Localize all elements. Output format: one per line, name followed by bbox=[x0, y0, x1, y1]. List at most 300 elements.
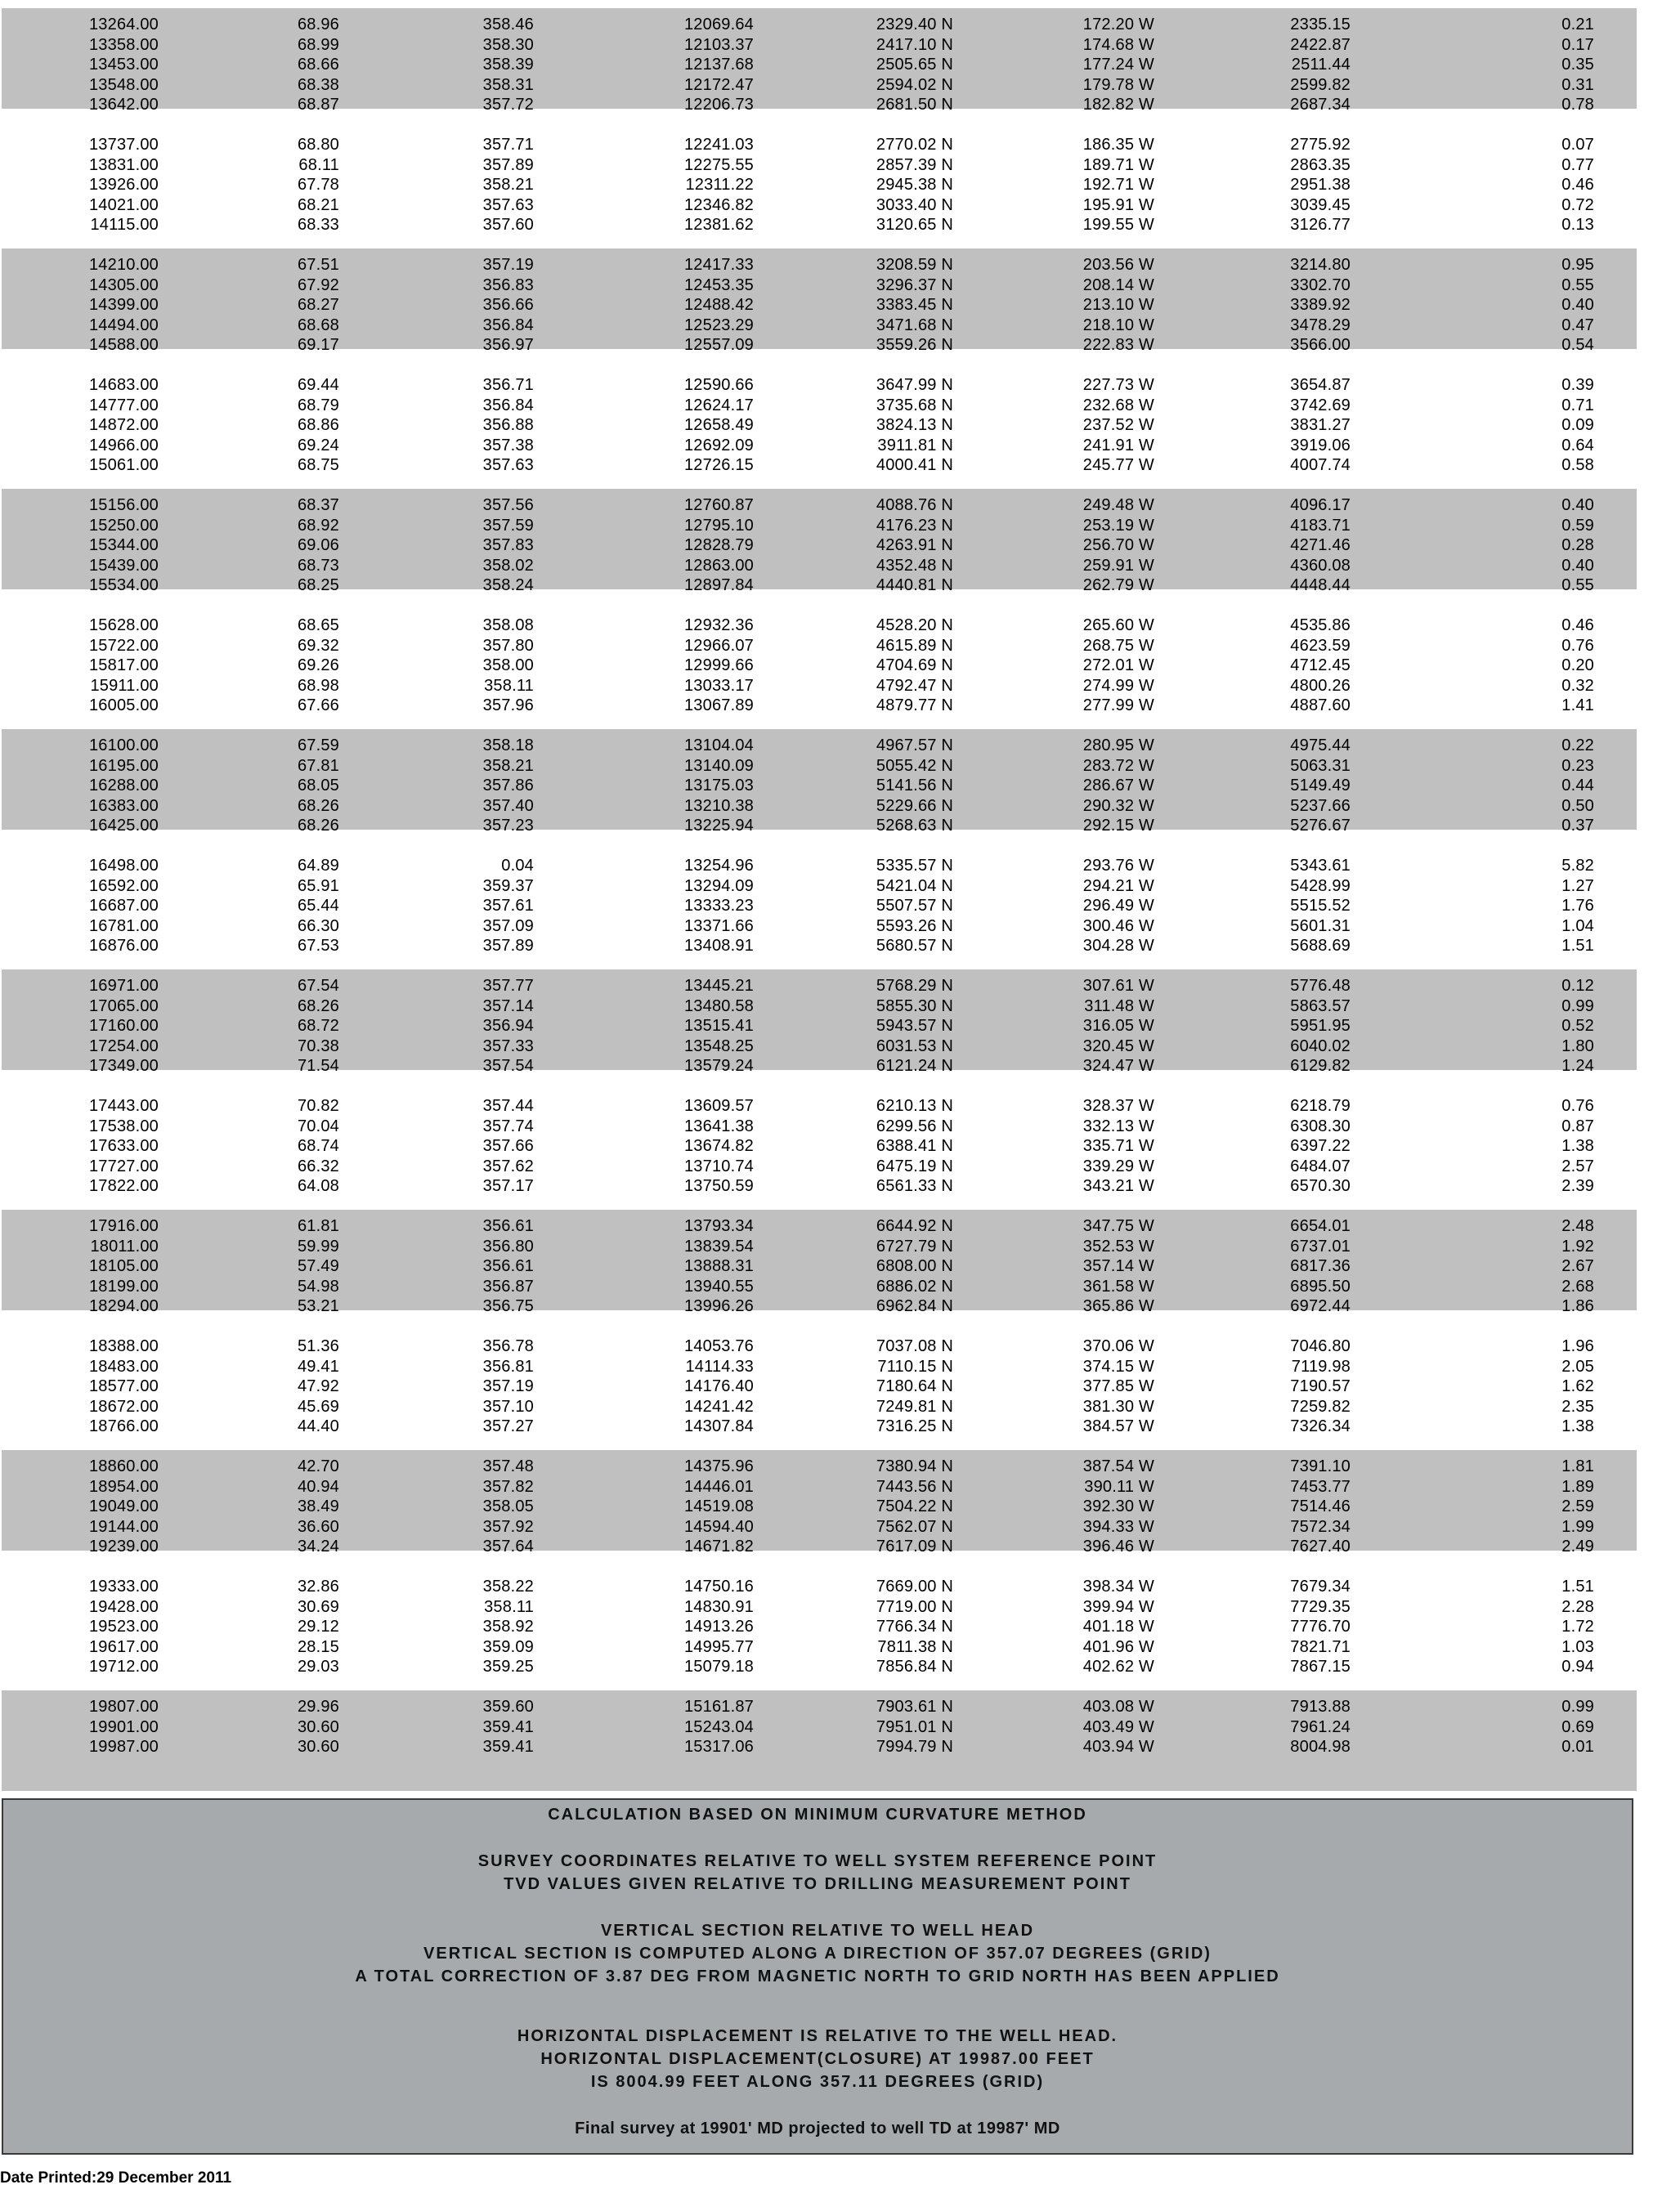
vertical-section-cell: 4623.59 bbox=[1290, 636, 1351, 655]
measured-depth-cell: 13926.00 bbox=[88, 176, 159, 195]
easting-cell: 294.21 W bbox=[1082, 876, 1154, 895]
northing-cell: 7380.94 N bbox=[876, 1457, 953, 1475]
northing-cell: 4704.69 N bbox=[876, 656, 953, 675]
vertical-section-cell: 4448.44 bbox=[1290, 576, 1351, 595]
dogleg-severity-cell: 0.64 bbox=[1561, 436, 1594, 454]
azimuth-cell: 359.25 bbox=[482, 1658, 534, 1676]
azimuth-cell: 359.60 bbox=[482, 1698, 534, 1716]
survey-row bbox=[2, 976, 1637, 996]
dogleg-severity-cell: 0.12 bbox=[1561, 977, 1594, 995]
survey-row bbox=[2, 1117, 1637, 1137]
easting-cell: 237.52 W bbox=[1082, 416, 1154, 435]
azimuth-cell: 357.10 bbox=[482, 1397, 534, 1416]
northing-cell: 4792.47 N bbox=[876, 676, 953, 695]
azimuth-cell: 359.41 bbox=[482, 1717, 534, 1736]
northing-cell: 6388.41 N bbox=[876, 1137, 953, 1156]
northing-cell: 6644.92 N bbox=[876, 1217, 953, 1235]
survey-row bbox=[2, 876, 1637, 897]
dogleg-severity-cell: 0.99 bbox=[1561, 996, 1594, 1015]
survey-row bbox=[2, 1176, 1637, 1197]
vertical-section-cell: 7453.77 bbox=[1290, 1477, 1351, 1496]
vertical-section-cell: 3389.92 bbox=[1290, 296, 1351, 315]
vertical-section-cell: 2511.44 bbox=[1291, 56, 1351, 74]
measured-depth-cell: 17160.00 bbox=[88, 1017, 159, 1036]
survey-row bbox=[2, 1577, 1637, 1597]
easting-cell: 399.94 W bbox=[1082, 1597, 1154, 1616]
azimuth-cell: 358.00 bbox=[482, 656, 534, 675]
tvd-cell: 12103.37 bbox=[683, 35, 754, 54]
northing-cell: 3383.45 N bbox=[876, 296, 953, 315]
measured-depth-cell: 19523.00 bbox=[88, 1618, 159, 1636]
easting-cell: 203.56 W bbox=[1082, 256, 1154, 274]
northing-cell: 7443.56 N bbox=[876, 1477, 953, 1496]
easting-cell: 343.21 W bbox=[1082, 1177, 1154, 1196]
measured-depth-cell: 14305.00 bbox=[88, 275, 159, 294]
dogleg-severity-cell: 0.59 bbox=[1561, 516, 1594, 535]
northing-cell: 5229.66 N bbox=[876, 796, 953, 815]
survey-row bbox=[2, 696, 1637, 716]
azimuth-cell: 356.78 bbox=[482, 1337, 534, 1355]
northing-cell: 4176.23 N bbox=[876, 516, 953, 535]
tvd-cell: 13641.38 bbox=[683, 1117, 754, 1135]
measured-depth-cell: 18672.00 bbox=[88, 1397, 159, 1416]
tvd-cell: 12828.79 bbox=[683, 536, 754, 555]
azimuth-cell: 356.97 bbox=[482, 336, 534, 355]
easting-cell: 307.61 W bbox=[1082, 977, 1154, 995]
survey-row bbox=[2, 556, 1637, 576]
easting-cell: 286.67 W bbox=[1082, 777, 1154, 795]
survey-row bbox=[2, 756, 1637, 777]
dogleg-severity-cell: 0.69 bbox=[1561, 1717, 1594, 1736]
vertical-section-cell: 6570.30 bbox=[1290, 1177, 1351, 1196]
survey-row bbox=[2, 1597, 1637, 1618]
tvd-cell: 13210.38 bbox=[683, 796, 754, 815]
survey-group bbox=[2, 1570, 1637, 1676]
dogleg-severity-cell: 0.40 bbox=[1561, 496, 1594, 514]
tvd-cell: 13839.54 bbox=[683, 1237, 754, 1256]
dogleg-severity-cell: 2.39 bbox=[1561, 1177, 1594, 1196]
survey-row bbox=[2, 776, 1637, 796]
vertical-section-cell: 6040.02 bbox=[1290, 1036, 1351, 1055]
northing-cell: 3824.13 N bbox=[876, 416, 953, 435]
vertical-section-cell: 7572.34 bbox=[1290, 1517, 1351, 1536]
measured-depth-cell: 17349.00 bbox=[88, 1057, 159, 1076]
vertical-section-cell: 3039.45 bbox=[1290, 195, 1351, 214]
vertical-section-cell: 6654.01 bbox=[1290, 1217, 1351, 1235]
easting-cell: 192.71 W bbox=[1082, 176, 1154, 195]
inclination-cell: 68.25 bbox=[297, 576, 339, 595]
survey-row bbox=[2, 736, 1637, 756]
survey-row bbox=[2, 535, 1637, 556]
inclination-cell: 67.59 bbox=[297, 736, 339, 754]
azimuth-cell: 359.37 bbox=[482, 876, 534, 895]
azimuth-cell: 357.19 bbox=[482, 256, 534, 274]
vertical-section-cell: 5276.67 bbox=[1290, 817, 1351, 835]
measured-depth-cell: 15628.00 bbox=[88, 616, 159, 634]
measured-depth-cell: 15061.00 bbox=[88, 456, 159, 475]
vertical-section-cell: 2863.35 bbox=[1290, 155, 1351, 174]
azimuth-cell: 357.96 bbox=[482, 696, 534, 715]
vertical-section-cell: 7119.98 bbox=[1291, 1357, 1351, 1376]
dogleg-severity-cell: 1.62 bbox=[1561, 1377, 1594, 1396]
easting-cell: 324.47 W bbox=[1082, 1057, 1154, 1076]
northing-cell: 7811.38 N bbox=[877, 1637, 953, 1656]
easting-cell: 392.30 W bbox=[1082, 1497, 1154, 1516]
survey-row bbox=[2, 1617, 1637, 1637]
measured-depth-cell: 17443.00 bbox=[88, 1097, 159, 1115]
note-tvd: TVD VALUES GIVEN RELATIVE TO DRILLING MEASUREMENT POINT bbox=[504, 1875, 1131, 1893]
tvd-cell: 14307.84 bbox=[683, 1417, 754, 1436]
azimuth-cell: 358.18 bbox=[482, 736, 534, 754]
survey-row bbox=[2, 1697, 1637, 1717]
inclination-cell: 36.60 bbox=[297, 1517, 339, 1536]
measured-depth-cell: 14021.00 bbox=[88, 195, 159, 214]
measured-depth-cell: 19807.00 bbox=[88, 1698, 159, 1716]
azimuth-cell: 0.04 bbox=[501, 857, 534, 875]
measured-depth-cell: 17727.00 bbox=[88, 1157, 159, 1175]
measured-depth-cell: 15911.00 bbox=[90, 676, 159, 695]
easting-cell: 352.53 W bbox=[1082, 1237, 1154, 1256]
survey-row bbox=[2, 35, 1637, 56]
northing-cell: 3120.65 N bbox=[876, 216, 953, 235]
tvd-cell: 12863.00 bbox=[683, 556, 754, 575]
note-horizontal-displacement-closure: HORIZONTAL DISPLACEMENT(CLOSURE) AT 19987.00 FEET bbox=[540, 2050, 1095, 2068]
azimuth-cell: 356.83 bbox=[482, 275, 534, 294]
tvd-cell: 13033.17 bbox=[683, 676, 754, 695]
measured-depth-cell: 16592.00 bbox=[88, 876, 159, 895]
measured-depth-cell: 14210.00 bbox=[88, 256, 159, 274]
dogleg-severity-cell: 0.94 bbox=[1561, 1658, 1594, 1676]
tvd-cell: 14995.77 bbox=[683, 1637, 754, 1656]
azimuth-cell: 357.77 bbox=[482, 977, 534, 995]
azimuth-cell: 357.60 bbox=[482, 216, 534, 235]
survey-row bbox=[2, 1056, 1637, 1077]
azimuth-cell: 357.54 bbox=[482, 1057, 534, 1076]
inclination-cell: 38.49 bbox=[297, 1497, 339, 1516]
inclination-cell: 49.41 bbox=[297, 1357, 339, 1376]
inclination-cell: 68.66 bbox=[297, 56, 339, 74]
easting-cell: 381.30 W bbox=[1082, 1397, 1154, 1416]
vertical-section-cell: 2775.92 bbox=[1290, 136, 1351, 154]
measured-depth-cell: 17065.00 bbox=[88, 996, 159, 1015]
vertical-section-cell: 4535.86 bbox=[1290, 616, 1351, 634]
inclination-cell: 68.33 bbox=[297, 216, 339, 235]
inclination-cell: 69.44 bbox=[297, 376, 339, 394]
survey-row bbox=[2, 656, 1637, 676]
easting-cell: 402.62 W bbox=[1082, 1658, 1154, 1676]
azimuth-cell: 357.72 bbox=[482, 96, 534, 114]
vertical-section-cell: 4007.74 bbox=[1290, 456, 1351, 475]
easting-cell: 328.37 W bbox=[1082, 1097, 1154, 1115]
survey-row bbox=[2, 1296, 1637, 1317]
northing-cell: 3559.26 N bbox=[876, 336, 953, 355]
inclination-cell: 68.99 bbox=[297, 35, 339, 54]
inclination-cell: 65.44 bbox=[297, 897, 339, 915]
easting-cell: 320.45 W bbox=[1082, 1036, 1154, 1055]
northing-cell: 4088.76 N bbox=[876, 496, 953, 514]
survey-row bbox=[2, 1717, 1637, 1738]
measured-depth-cell: 15344.00 bbox=[88, 536, 159, 555]
northing-cell: 3471.68 N bbox=[876, 316, 953, 334]
tvd-cell: 13750.59 bbox=[683, 1177, 754, 1196]
northing-cell: 7951.01 N bbox=[876, 1717, 953, 1736]
survey-row bbox=[2, 1637, 1637, 1658]
measured-depth-cell: 17254.00 bbox=[88, 1036, 159, 1055]
azimuth-cell: 357.63 bbox=[482, 195, 534, 214]
easting-cell: 394.33 W bbox=[1082, 1517, 1154, 1536]
measured-depth-cell: 14683.00 bbox=[88, 376, 159, 394]
measured-depth-cell: 13737.00 bbox=[88, 136, 159, 154]
vertical-section-cell: 7326.34 bbox=[1290, 1417, 1351, 1436]
inclination-cell: 69.26 bbox=[297, 656, 339, 675]
easting-cell: 174.68 W bbox=[1082, 35, 1154, 54]
inclination-cell: 68.65 bbox=[297, 616, 339, 634]
northing-cell: 2505.65 N bbox=[876, 56, 953, 74]
azimuth-cell: 356.88 bbox=[482, 416, 534, 435]
easting-cell: 374.15 W bbox=[1082, 1357, 1154, 1376]
dogleg-severity-cell: 0.55 bbox=[1561, 576, 1594, 595]
inclination-cell: 67.51 bbox=[297, 256, 339, 274]
tvd-cell: 12692.09 bbox=[683, 436, 754, 454]
inclination-cell: 67.54 bbox=[297, 977, 339, 995]
measured-depth-cell: 18011.00 bbox=[90, 1237, 159, 1256]
azimuth-cell: 357.61 bbox=[482, 897, 534, 915]
northing-cell: 5507.57 N bbox=[876, 897, 953, 915]
azimuth-cell: 357.62 bbox=[482, 1157, 534, 1175]
inclination-cell: 32.86 bbox=[297, 1578, 339, 1596]
survey-row bbox=[2, 916, 1637, 937]
easting-cell: 186.35 W bbox=[1082, 136, 1154, 154]
vertical-section-cell: 2599.82 bbox=[1290, 75, 1351, 94]
azimuth-cell: 356.61 bbox=[482, 1217, 534, 1235]
vertical-section-cell: 2335.15 bbox=[1290, 16, 1351, 34]
vertical-section-cell: 7961.24 bbox=[1290, 1717, 1351, 1736]
survey-group bbox=[2, 609, 1637, 715]
survey-row bbox=[2, 1036, 1637, 1057]
survey-row bbox=[2, 15, 1637, 35]
vertical-section-cell: 3126.77 bbox=[1290, 216, 1351, 235]
azimuth-cell: 357.92 bbox=[482, 1517, 534, 1536]
measured-depth-cell: 14872.00 bbox=[88, 416, 159, 435]
tvd-cell: 15243.04 bbox=[683, 1717, 754, 1736]
tvd-cell: 14176.40 bbox=[683, 1377, 754, 1396]
survey-row bbox=[2, 796, 1637, 817]
inclination-cell: 70.38 bbox=[297, 1036, 339, 1055]
northing-cell: 7994.79 N bbox=[876, 1738, 953, 1757]
northing-cell: 4440.81 N bbox=[876, 576, 953, 595]
survey-row bbox=[2, 936, 1637, 956]
tvd-cell: 14594.40 bbox=[683, 1517, 754, 1536]
survey-group bbox=[2, 248, 1637, 355]
calculation-notes-box bbox=[2, 1798, 1633, 2155]
azimuth-cell: 356.94 bbox=[482, 1017, 534, 1036]
azimuth-cell: 357.33 bbox=[482, 1036, 534, 1055]
dogleg-severity-cell: 0.72 bbox=[1561, 195, 1594, 214]
northing-cell: 7617.09 N bbox=[876, 1538, 953, 1556]
easting-cell: 335.71 W bbox=[1082, 1137, 1154, 1156]
azimuth-cell: 357.71 bbox=[482, 136, 534, 154]
survey-row bbox=[2, 1237, 1637, 1257]
vertical-section-cell: 3919.06 bbox=[1290, 436, 1351, 454]
survey-table bbox=[0, 8, 1680, 1811]
tvd-cell: 12658.49 bbox=[683, 416, 754, 435]
measured-depth-cell: 14399.00 bbox=[88, 296, 159, 315]
northing-cell: 5421.04 N bbox=[876, 876, 953, 895]
vertical-section-cell: 7679.34 bbox=[1290, 1578, 1351, 1596]
measured-depth-cell: 19239.00 bbox=[88, 1538, 159, 1556]
tvd-cell: 12966.07 bbox=[683, 636, 754, 655]
inclination-cell: 67.81 bbox=[297, 756, 339, 775]
tvd-cell: 13888.31 bbox=[683, 1257, 754, 1276]
tvd-cell: 13294.09 bbox=[683, 876, 754, 895]
survey-row bbox=[2, 415, 1637, 436]
tvd-cell: 12137.68 bbox=[683, 56, 754, 74]
survey-group bbox=[2, 369, 1637, 475]
northing-cell: 3735.68 N bbox=[876, 396, 953, 414]
azimuth-cell: 356.84 bbox=[482, 396, 534, 414]
northing-cell: 3647.99 N bbox=[876, 376, 953, 394]
dogleg-severity-cell: 0.13 bbox=[1561, 216, 1594, 235]
northing-cell: 7669.00 N bbox=[876, 1578, 953, 1596]
tvd-cell: 14913.26 bbox=[683, 1618, 754, 1636]
note-method: CALCULATION BASED ON MINIMUM CURVATURE METHOD bbox=[548, 1806, 1087, 1824]
measured-depth-cell: 14115.00 bbox=[90, 216, 159, 235]
tvd-cell: 12999.66 bbox=[683, 656, 754, 675]
northing-cell: 7249.81 N bbox=[876, 1397, 953, 1416]
measured-depth-cell: 18388.00 bbox=[88, 1337, 159, 1355]
vertical-section-cell: 5601.31 bbox=[1290, 916, 1351, 935]
azimuth-cell: 357.38 bbox=[482, 436, 534, 454]
inclination-cell: 54.98 bbox=[297, 1277, 339, 1296]
tvd-cell: 14053.76 bbox=[683, 1337, 754, 1355]
dogleg-severity-cell: 0.28 bbox=[1561, 536, 1594, 555]
measured-depth-cell: 14494.00 bbox=[88, 316, 159, 334]
survey-row bbox=[2, 676, 1637, 696]
vertical-section-cell: 7627.40 bbox=[1290, 1538, 1351, 1556]
tvd-cell: 15161.87 bbox=[683, 1698, 754, 1716]
tvd-cell: 13548.25 bbox=[683, 1036, 754, 1055]
easting-cell: 365.86 W bbox=[1082, 1297, 1154, 1316]
easting-cell: 268.75 W bbox=[1082, 636, 1154, 655]
inclination-cell: 70.04 bbox=[297, 1117, 339, 1135]
vertical-section-cell: 6484.07 bbox=[1290, 1157, 1351, 1175]
easting-cell: 265.60 W bbox=[1082, 616, 1154, 634]
easting-cell: 384.57 W bbox=[1082, 1417, 1154, 1436]
azimuth-cell: 357.27 bbox=[482, 1417, 534, 1436]
survey-group bbox=[2, 1330, 1637, 1436]
tvd-cell: 13140.09 bbox=[683, 756, 754, 775]
survey-row bbox=[2, 1157, 1637, 1177]
survey-row bbox=[2, 896, 1637, 916]
northing-cell: 7903.61 N bbox=[876, 1698, 953, 1716]
tvd-cell: 12760.87 bbox=[683, 496, 754, 514]
northing-cell: 5141.56 N bbox=[876, 777, 953, 795]
tvd-cell: 12275.55 bbox=[683, 155, 754, 174]
azimuth-cell: 357.40 bbox=[482, 796, 534, 815]
northing-cell: 4000.41 N bbox=[876, 456, 953, 475]
inclination-cell: 68.92 bbox=[297, 516, 339, 535]
dogleg-severity-cell: 0.09 bbox=[1561, 416, 1594, 435]
dogleg-severity-cell: 0.39 bbox=[1561, 376, 1594, 394]
vertical-section-cell: 4975.44 bbox=[1290, 736, 1351, 754]
azimuth-cell: 358.92 bbox=[482, 1618, 534, 1636]
measured-depth-cell: 17538.00 bbox=[88, 1117, 159, 1135]
vertical-section-cell: 7391.10 bbox=[1290, 1457, 1351, 1475]
tvd-cell: 13480.58 bbox=[683, 996, 754, 1015]
azimuth-cell: 357.82 bbox=[482, 1477, 534, 1496]
survey-row bbox=[2, 316, 1637, 336]
easting-cell: 232.68 W bbox=[1082, 396, 1154, 414]
tvd-cell: 13579.24 bbox=[683, 1057, 754, 1076]
inclination-cell: 47.92 bbox=[297, 1377, 339, 1396]
tvd-cell: 13371.66 bbox=[683, 916, 754, 935]
dogleg-severity-cell: 1.38 bbox=[1561, 1417, 1594, 1436]
vertical-section-cell: 5237.66 bbox=[1290, 796, 1351, 815]
dogleg-severity-cell: 0.77 bbox=[1561, 155, 1594, 174]
inclination-cell: 68.26 bbox=[297, 817, 339, 835]
tvd-cell: 13254.96 bbox=[683, 857, 754, 875]
azimuth-cell: 358.21 bbox=[482, 756, 534, 775]
survey-row bbox=[2, 1216, 1637, 1237]
note-north-correction: A TOTAL CORRECTION OF 3.87 DEG FROM MAGNETIC NORTH TO GRID NORTH HAS BEEN APPLIED bbox=[355, 1967, 1280, 1985]
inclination-cell: 67.78 bbox=[297, 176, 339, 195]
dogleg-severity-cell: 2.48 bbox=[1561, 1217, 1594, 1235]
inclination-cell: 69.17 bbox=[297, 336, 339, 355]
tvd-cell: 13940.55 bbox=[683, 1277, 754, 1296]
vertical-section-cell: 7259.82 bbox=[1290, 1397, 1351, 1416]
dogleg-severity-cell: 0.52 bbox=[1561, 1017, 1594, 1036]
easting-cell: 398.34 W bbox=[1082, 1578, 1154, 1596]
dogleg-severity-cell: 5.82 bbox=[1561, 857, 1594, 875]
inclination-cell: 68.26 bbox=[297, 996, 339, 1015]
vertical-section-cell: 7913.88 bbox=[1290, 1698, 1351, 1716]
inclination-cell: 70.82 bbox=[297, 1097, 339, 1115]
survey-row bbox=[2, 1136, 1637, 1157]
inclination-cell: 64.08 bbox=[297, 1177, 339, 1196]
easting-cell: 208.14 W bbox=[1082, 275, 1154, 294]
survey-row bbox=[2, 1497, 1637, 1517]
tvd-cell: 13067.89 bbox=[683, 696, 754, 715]
measured-depth-cell: 15250.00 bbox=[88, 516, 159, 535]
measured-depth-cell: 16971.00 bbox=[88, 977, 159, 995]
easting-cell: 179.78 W bbox=[1082, 75, 1154, 94]
inclination-cell: 68.75 bbox=[297, 456, 339, 475]
dogleg-severity-cell: 0.20 bbox=[1561, 656, 1594, 675]
survey-group bbox=[2, 489, 1637, 595]
survey-row bbox=[2, 95, 1637, 115]
northing-cell: 7316.25 N bbox=[876, 1417, 953, 1436]
tvd-cell: 13710.74 bbox=[683, 1157, 754, 1175]
northing-cell: 6962.84 N bbox=[876, 1297, 953, 1316]
tvd-cell: 12932.36 bbox=[683, 616, 754, 634]
tvd-cell: 12624.17 bbox=[683, 396, 754, 414]
measured-depth-cell: 18483.00 bbox=[88, 1357, 159, 1376]
dogleg-severity-cell: 0.07 bbox=[1561, 136, 1594, 154]
easting-cell: 300.46 W bbox=[1082, 916, 1154, 935]
inclination-cell: 67.92 bbox=[297, 275, 339, 294]
measured-depth-cell: 14966.00 bbox=[88, 436, 159, 454]
tvd-cell: 14830.91 bbox=[683, 1597, 754, 1616]
azimuth-cell: 357.48 bbox=[482, 1457, 534, 1475]
northing-cell: 6561.33 N bbox=[876, 1177, 953, 1196]
inclination-cell: 30.60 bbox=[297, 1738, 339, 1757]
easting-cell: 259.91 W bbox=[1082, 556, 1154, 575]
inclination-cell: 68.68 bbox=[297, 316, 339, 334]
tvd-cell: 12590.66 bbox=[683, 376, 754, 394]
vertical-section-cell: 6218.79 bbox=[1290, 1097, 1351, 1115]
azimuth-cell: 357.19 bbox=[482, 1377, 534, 1396]
northing-cell: 5335.57 N bbox=[876, 857, 953, 875]
